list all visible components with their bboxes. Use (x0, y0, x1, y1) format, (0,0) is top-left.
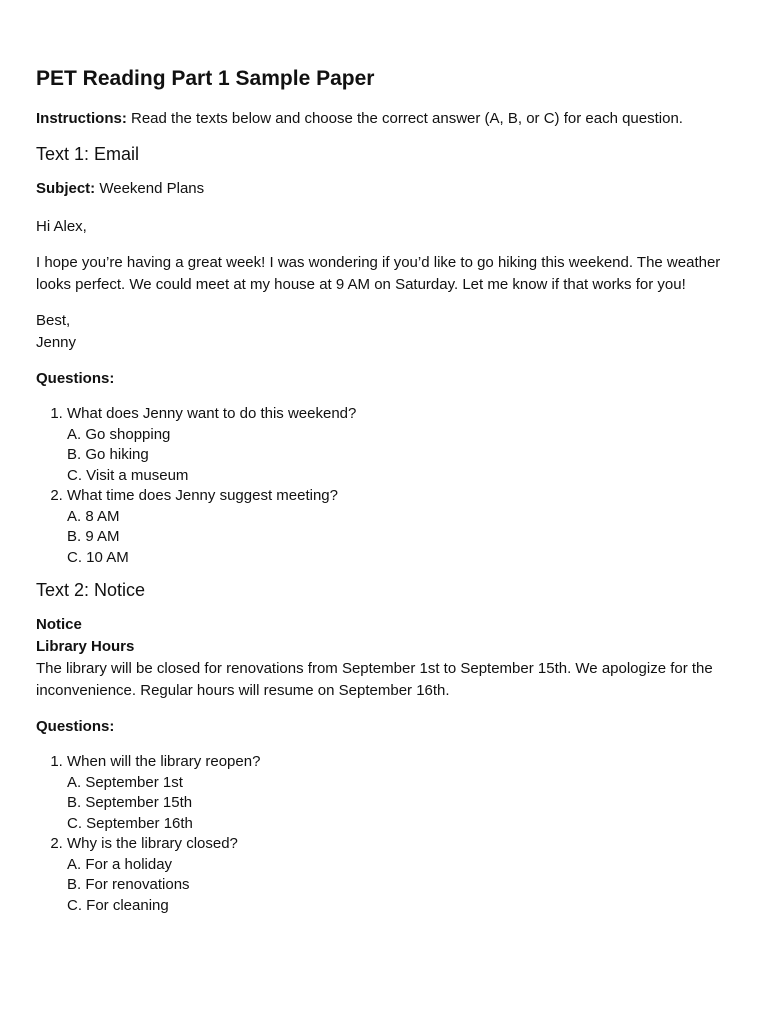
question-text: When will the library reopen? (67, 753, 261, 771)
notice-body: The library will be closed for renovations from September 1st to September 15th. We apologize for the inconvenience. Regular hours will resume on September 16th. (36, 660, 713, 700)
answer-option: B. Go hiking (67, 446, 149, 464)
answer-option: C. For cleaning (67, 896, 169, 914)
question-item (67, 752, 732, 834)
answer-option: C. September 16th (67, 814, 193, 832)
text1-heading: Text 1: Email (36, 144, 140, 165)
answer-option: B. 9 AM (67, 528, 120, 546)
subject-value: Weekend Plans (95, 180, 205, 198)
answer-option: B. September 15th (67, 794, 193, 812)
notice-title: Library Hours (36, 638, 135, 656)
text2-question-list (36, 752, 732, 916)
text2-heading: Text 2: Notice (36, 580, 146, 601)
text1-question-list (36, 404, 732, 568)
answer-option: A. Go shopping (67, 425, 171, 443)
subject-label: Subject: (36, 180, 96, 198)
email-signoff: Best, (36, 312, 71, 330)
email-subject (36, 178, 732, 200)
notice-label: Notice (36, 616, 82, 634)
answer-option: C. 10 AM (67, 548, 129, 566)
text2-questions-label: Questions: (36, 718, 115, 736)
question-text: What does Jenny want to do this weekend? (67, 405, 357, 423)
instructions-text: Read the texts below and choose the correct answer (A, B, or C) for each question. (126, 110, 683, 128)
answer-option: B. For renovations (67, 876, 190, 894)
question-item (67, 404, 732, 486)
question-item (67, 834, 732, 916)
question-text: What time does Jenny suggest meeting? (67, 487, 338, 505)
instructions-label: Instructions: (36, 110, 127, 128)
email-greeting: Hi Alex, (36, 218, 87, 236)
question-text: Why is the library closed? (67, 835, 238, 853)
answer-option: A. 8 AM (67, 507, 120, 525)
instructions (36, 108, 732, 130)
page-title: PET Reading Part 1 Sample Paper (36, 67, 375, 90)
email-body: I hope you’re having a great week! I was wondering if you’d like to go hiking this weekend. The weather looks perfect. We could meet at my house at 9 AM on Saturday. Let me know if that works for you! (36, 254, 721, 294)
email-signature: Jenny (36, 334, 77, 352)
answer-option: A. September 1st (67, 773, 183, 791)
answer-option: A. For a holiday (67, 855, 173, 873)
question-item (67, 486, 732, 568)
text1-questions-label: Questions: (36, 370, 115, 388)
answer-option: C. Visit a museum (67, 466, 189, 484)
